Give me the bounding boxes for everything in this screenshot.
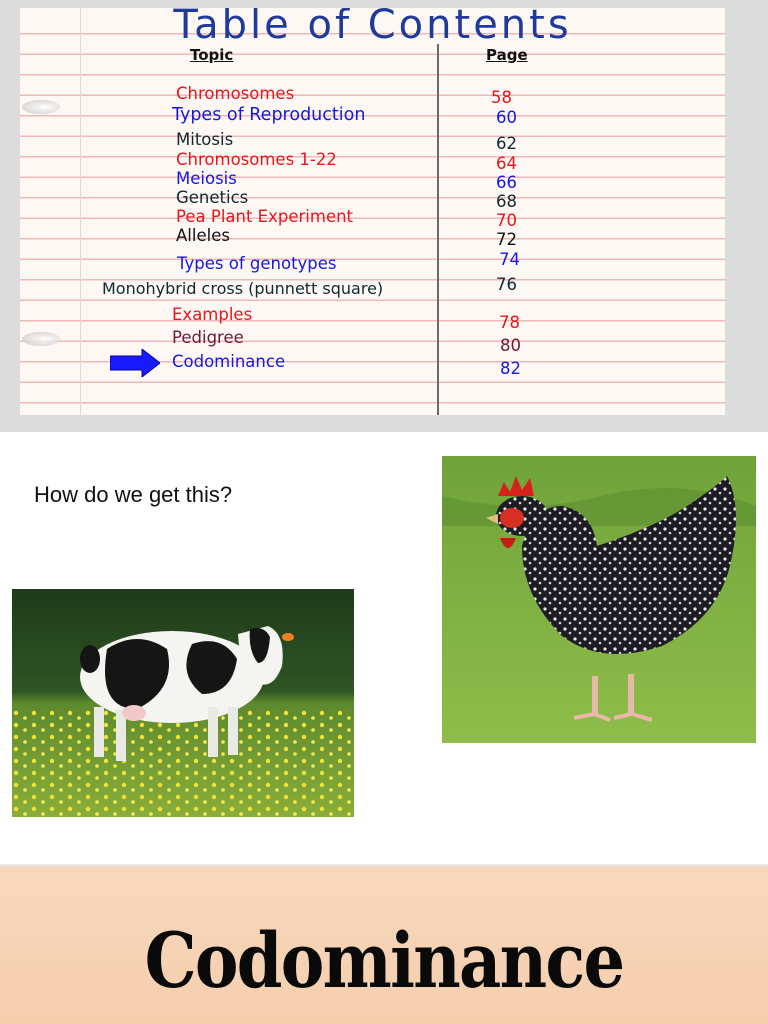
toc-topic: Chromosomes 1-22 [176, 150, 337, 169]
toc-topic: Mitosis [176, 130, 234, 149]
toc-page: 66 [496, 173, 517, 192]
toc-entry [20, 250, 725, 274]
toc-entry [20, 150, 725, 173]
toc-entry [20, 207, 725, 230]
toc-topic: Alleles [176, 226, 230, 245]
toc-topic: Types of Reproduction [172, 105, 366, 125]
toc-entry [20, 275, 725, 299]
toc-topic: Monohybrid cross (punnett square) [102, 279, 384, 298]
toc-page: 58 [491, 88, 512, 107]
toc-entry [20, 226, 725, 249]
cow-image [12, 589, 354, 817]
toc-page: 80 [500, 336, 521, 355]
toc-entry [20, 169, 725, 192]
toc-topic: Genetics [176, 188, 249, 207]
toc-page: 76 [496, 275, 517, 294]
topic-header: Topic [190, 46, 234, 64]
toc-slide [0, 0, 768, 432]
cow-photo [12, 589, 354, 817]
toc-page: 78 [499, 313, 520, 332]
toc-entry [20, 130, 725, 153]
toc-page: 62 [496, 134, 517, 153]
toc-page: 64 [496, 154, 517, 173]
toc-topic: Pea Plant Experiment [176, 207, 354, 226]
toc-entry [20, 105, 725, 125]
slide-title: Codominance [144, 916, 624, 1005]
question-slide [0, 432, 768, 864]
lined-paper [20, 8, 725, 415]
toc-title: Table of Contents [173, 8, 572, 48]
toc-topic: Meiosis [176, 169, 237, 188]
toc-topic: Types of genotypes [177, 254, 337, 273]
page-header: Page [486, 46, 528, 64]
chicken-photo [442, 456, 756, 743]
toc-page: 82 [500, 359, 521, 378]
toc-topic: Codominance [172, 352, 286, 371]
toc-entry [20, 188, 725, 211]
toc-entry [20, 305, 725, 332]
toc-page: 60 [496, 108, 517, 127]
toc-topic: Pedigree [172, 328, 244, 347]
toc-page: 74 [499, 250, 520, 269]
arrow-right-icon [110, 349, 160, 377]
toc-topic: Examples [172, 305, 253, 324]
toc-page: 68 [496, 192, 517, 211]
question-text: How do we get this? [34, 482, 233, 507]
toc-page: 70 [496, 211, 517, 230]
toc-page: 72 [496, 230, 517, 249]
toc-entry [20, 84, 725, 107]
title-slide [0, 866, 768, 1024]
toc-topic: Chromosomes [176, 84, 295, 103]
chicken-image [442, 456, 756, 743]
toc-entry [20, 328, 725, 355]
